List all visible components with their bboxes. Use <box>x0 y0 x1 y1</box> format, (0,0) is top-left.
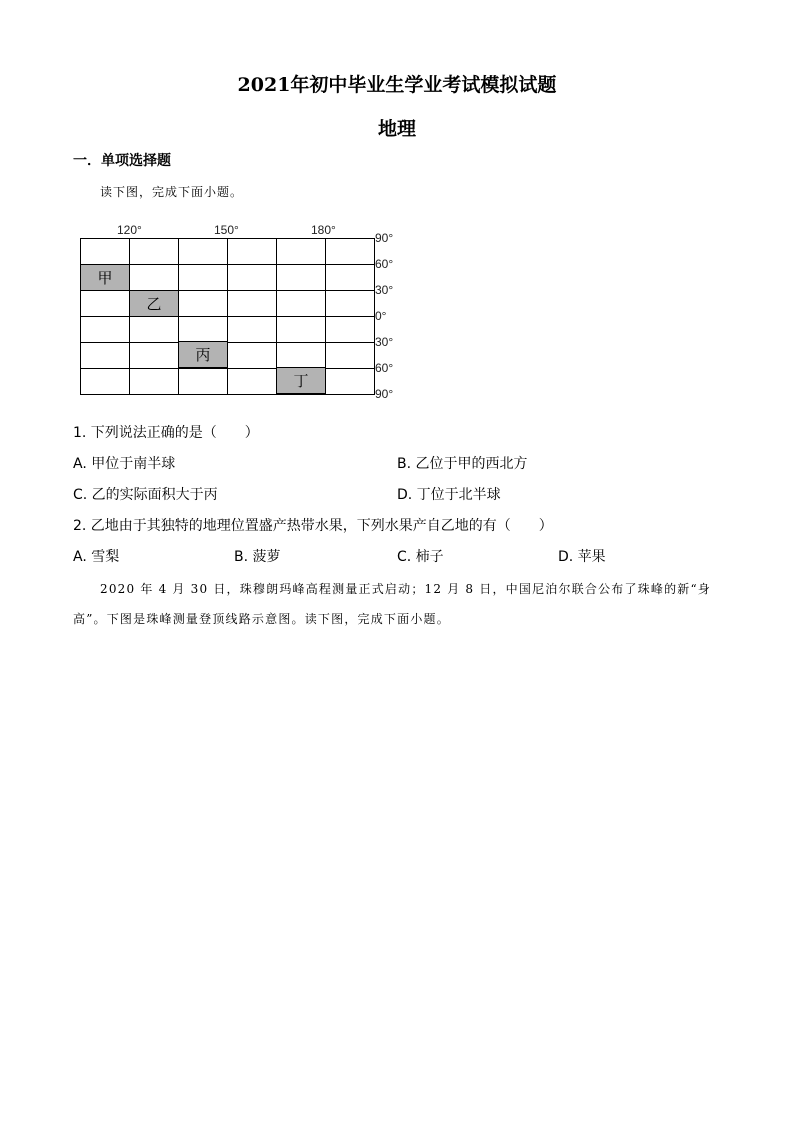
grid-cell <box>276 264 326 291</box>
grid-cell <box>178 368 228 395</box>
question-1-option-d: D. 丁位于北半球 <box>397 487 501 503</box>
question-2-stem: 2. 乙地由于其独特的地理位置盛产热带水果，下列水果产自乙地的有（ ） <box>73 518 553 534</box>
grid-cell <box>276 290 326 317</box>
passage-line-2: 高”。下图是珠峰测量登顶线路示意图。读下图，完成下面小题。 <box>73 612 450 626</box>
grid-cell <box>227 368 277 395</box>
grid-cell <box>178 238 228 265</box>
grid-cell <box>325 368 375 395</box>
latitude-label-90s: 90° <box>375 387 394 401</box>
grid-cell <box>80 316 130 343</box>
grid-cell <box>325 342 375 369</box>
page-title: 2021年初中毕业生学业考试模拟试题 <box>237 74 557 96</box>
grid-cell <box>178 264 228 291</box>
latitude-label-0: 0° <box>375 309 387 323</box>
place-jia: 甲 <box>80 264 130 291</box>
grid-cell <box>178 316 228 343</box>
grid-cell <box>325 290 375 317</box>
grid-cell <box>227 316 277 343</box>
grid-cell <box>325 264 375 291</box>
grid-cell <box>129 342 179 369</box>
grid-cell <box>227 238 277 265</box>
question-1-option-c: C. 乙的实际面积大于丙 <box>73 487 218 503</box>
section-heading: 一．单项选择题 <box>73 153 171 169</box>
grid-cell <box>276 342 326 369</box>
question-2-option-c: C. 柿子 <box>397 549 444 565</box>
grid-cell <box>227 264 277 291</box>
question-2-option-b: B. 菠萝 <box>234 549 281 565</box>
grid-cell <box>129 368 179 395</box>
longitude-label-120: 120° <box>117 223 142 237</box>
grid-cell <box>80 342 130 369</box>
latitude-label-90n: 90° <box>375 231 394 245</box>
question-1-option-b: B. 乙位于甲的西北方 <box>397 456 528 472</box>
lat-lon-grid-map <box>0 0 794 420</box>
grid-cell <box>325 238 375 265</box>
grid-cell <box>80 368 130 395</box>
grid-cell <box>227 290 277 317</box>
question-1-stem: 1. 下列说法正确的是（ ） <box>73 425 259 441</box>
question-2-option-a: A. 雪梨 <box>73 549 120 565</box>
grid-cell <box>129 316 179 343</box>
subject-title: 地理 <box>377 118 416 140</box>
longitude-label-180: 180° <box>311 223 336 237</box>
grid-cell <box>80 290 130 317</box>
grid-cell <box>129 238 179 265</box>
passage-line-1: 2020 年 4 月 30 日，珠穆朗玛峰高程测量正式启动；12 月 8 日，中国尼泊尔联合公布了珠峰的新“身 <box>100 582 712 596</box>
question-1-option-a: A. 甲位于南半球 <box>73 456 176 472</box>
grid-cell <box>325 316 375 343</box>
question-2-option-d: D. 苹果 <box>558 549 606 565</box>
latitude-label-30s: 30° <box>375 335 394 349</box>
question-intro: 读下图，完成下面小题。 <box>100 185 244 199</box>
longitude-label-150: 150° <box>214 223 239 237</box>
grid-cell <box>276 316 326 343</box>
latitude-label-60n: 60° <box>375 257 394 271</box>
place-yi: 乙 <box>129 290 179 317</box>
grid-cell <box>178 290 228 317</box>
grid-cell <box>276 238 326 265</box>
place-ding: 丁 <box>276 367 326 394</box>
grid-cell <box>129 264 179 291</box>
grid-cell <box>80 238 130 265</box>
latitude-label-60s: 60° <box>375 361 394 375</box>
place-bing: 丙 <box>178 341 228 368</box>
grid-cell <box>227 342 277 369</box>
latitude-label-30n: 30° <box>375 283 394 297</box>
